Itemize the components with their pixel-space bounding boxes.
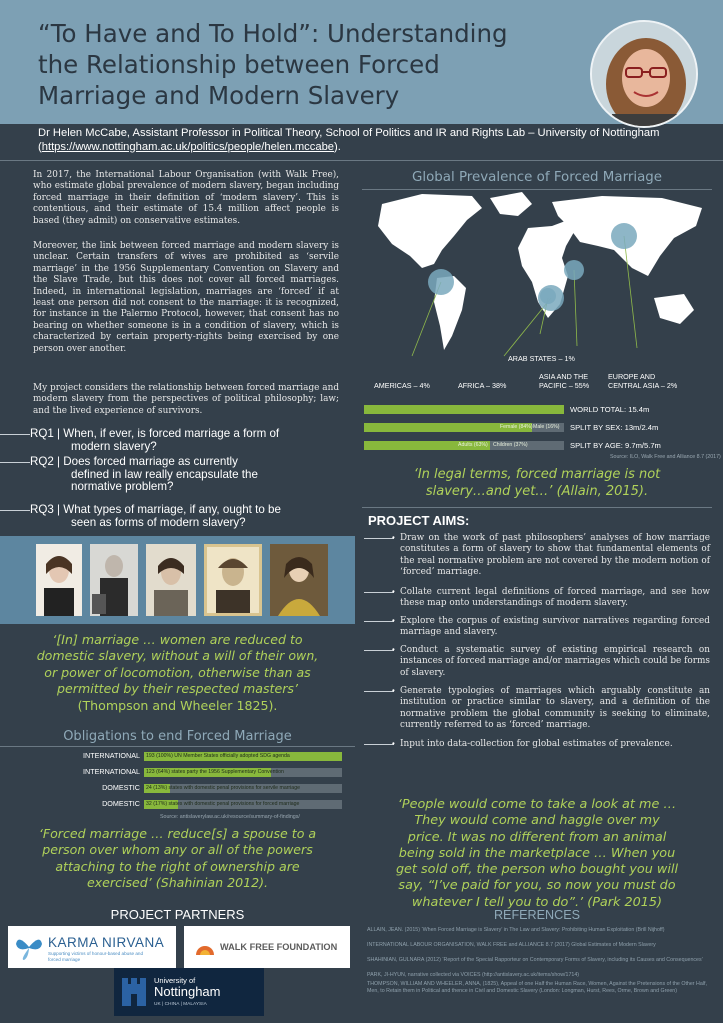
- obligation-bar-track: [144, 752, 342, 761]
- obligation-row: [60, 768, 350, 777]
- divider: [0, 746, 355, 747]
- obligation-row: [60, 784, 350, 793]
- intro-paragraph-1: In 2017, the International Labour Organisation (with Walk Free), who estimate global prevalence of modern slavery, began including forced marriage in their definition of ‘modern slavery’. This is contentious, and their estimate of 15.4 million affect people is based (they admit) on conservative estimates.: [33, 170, 339, 226]
- prevalence-source: Source: ILO, Walk Free and Alliance 8.7 (2017): [610, 454, 721, 460]
- prevalence-heading: Global Prevalence of Forced Marriage: [411, 170, 663, 185]
- project-aim: Conduct a systematic survey of existing empirical research on instances of forced marriage and/or marriages which could be forms of slavery.: [400, 645, 710, 678]
- rq-tick: [0, 510, 30, 511]
- project-aim: Input into data-collection for global estimates of prevalence.: [400, 739, 673, 749]
- quote-allain: ‘In legal terms, forced marriage is not slavery…and yet…’ (Allain, 2015).: [413, 467, 661, 499]
- poster-title: [38, 18, 578, 111]
- region-label-europe-central-asia: EUROPE AND CENTRAL ASIA – 2%: [608, 372, 678, 390]
- obligation-bar-track: [144, 784, 342, 793]
- obligation-row: [60, 800, 350, 809]
- rq-tick: [0, 462, 30, 463]
- author-photo: [590, 20, 698, 128]
- research-question-2: RQ2 | Does forced marriage as currently defined in law really encapsulate the normative problem?: [30, 455, 258, 493]
- obligation-label: DOMESTIC: [102, 783, 140, 792]
- aim-bullet: •: [392, 645, 395, 654]
- research-question-3: RQ3 | What types of marriage, if any, ought to be seen as forms of modern slavery?: [30, 503, 281, 529]
- obligation-bar-text: 193 (100%) UN Member States officially adopted SDG agenda: [146, 753, 290, 759]
- portrait-image: [36, 544, 82, 616]
- portrait-image: [146, 544, 196, 616]
- aim-tick: [364, 538, 394, 539]
- project-aim: Generate typologies of marriages which arguably constitute an institution or practice similar to slavery, and a definition of the normative problem the global community is seeking to eliminate, currently referred to as ‘forced’ marriage.: [400, 686, 710, 730]
- region-label-arab-states: ARAB STATES – 1%: [508, 354, 575, 363]
- obligation-bar-text: 24 (13%) states with domestic penal provisions for servile marriage: [146, 785, 300, 791]
- author-profile-link[interactable]: https://www.nottingham.ac.uk/politics/people/helen.mccabe: [41, 140, 335, 153]
- karma-nirvana-logo: KARMA NIRVANA Supporting victims of honour-based abuse and forced marriage: [8, 926, 176, 968]
- project-aim: Collate current legal definitions of forced marriage, and see how these map onto understandings of modern slavery.: [400, 587, 710, 609]
- research-question-1: RQ1 | When, if ever, is forced marriage a form of modern slavery?: [30, 427, 280, 453]
- split-by-sex-bar: Female (84%) Male (16%) SPLIT BY SEX: 13m/2.4m: [364, 423, 714, 432]
- project-aims-heading: PROJECT AIMS:: [368, 513, 470, 528]
- aim-bullet: •: [392, 686, 395, 695]
- title-line: the Relationship between Forced: [38, 50, 440, 79]
- split-by-age-bar: Adults (63%) Children (37%) SPLIT BY AGE: 9.7m/5.7m: [364, 441, 714, 450]
- aim-bullet: •: [392, 616, 395, 625]
- region-label-asia-pacific: ASIA AND THE PACIFIC – 55%: [539, 372, 590, 390]
- reference-item: PARK, JI-HYUN, narrative collected via VOICES (http://antislavery.ac.uk/items/show/1714): [367, 972, 580, 978]
- quote-shahinian: ‘Forced marriage … reduce[s] a spouse to a person over whom any or all of the powers attaching to the right of ownership are exercised’ (Shahinian 2012).: [38, 826, 317, 891]
- portrait-image: [90, 544, 138, 616]
- obligations-heading: Obligations to end Forced Marriage: [63, 729, 292, 744]
- aim-tick: [364, 592, 394, 593]
- quote-thompson-wheeler: ‘[In] marriage … women are reduced to domestic slavery, without a will of their own, or power of locomotion, otherwise than as permitted by their respected masters’ (Thompson and Wheeler 1825).: [36, 632, 319, 713]
- obligation-label: INTERNATIONAL: [83, 751, 140, 760]
- region-label-africa: AFRICA – 38%: [458, 381, 507, 390]
- walk-free-logo: WALK FREE FOUNDATION: [184, 926, 350, 968]
- world-total-bar: WORLD TOTAL: 15.4m: [364, 405, 714, 414]
- reference-item: ALLAIN, JEAN. (2015) ‘When Forced Marriage is Slavery’ in The Law and Slavery: Prohibiting Human Exploitation (Brill Nijhoff): [367, 927, 665, 933]
- reference-item: INTERNATIONAL LABOUR ORGANISATION, WALK FREE and ALLIANCE 8.7 (2017) Global Estimates of Modern Slavery: [367, 942, 656, 948]
- portrait-image: [270, 544, 328, 616]
- obligation-bar-track: [144, 800, 342, 809]
- historical-portraits: [0, 536, 355, 624]
- project-aim: Explore the corpus of existing survivor narratives regarding forced marriage and slavery.: [400, 616, 710, 638]
- divider: [362, 507, 712, 508]
- project-aim: Draw on the work of past philosophers’ analyses of how marriage constitutes a form of slavery to show that fundamental elements of the real normative problem are not covered by the modern notion of ‘forced’ marriage.: [400, 533, 710, 577]
- obligation-bar-track: [144, 768, 342, 777]
- university-nottingham-logo: University of Nottingham UK | CHINA | MALAYSIA: [114, 968, 264, 1016]
- sun-icon: [194, 935, 216, 957]
- aim-tick: [364, 691, 394, 692]
- intro-paragraph-3: My project considers the relationship between forced marriage and modern slavery from the perspectives of political philosophy; law; and the lived experience of survivors.: [33, 383, 339, 416]
- author-line: Dr Helen McCabe, Assistant Professor in Political Theory, School of Politics and IR and Rights Lab – University of Nottingham (https://www.nottingham.ac.uk/politics/people/helen.mccabe).: [38, 127, 660, 153]
- quote-park: ‘People would come to take a look at me … They would come and haggle over my price. It was no different from an animal being sold in the marketplace … When you get sold off, the person who bought you will say, “I’ve paid for you, so now you must do whatever I tell you to do”.’ (Park 2015): [395, 797, 679, 910]
- obligation-label: DOMESTIC: [102, 799, 140, 808]
- obligation-label: INTERNATIONAL: [83, 767, 140, 776]
- aim-bullet: •: [392, 587, 395, 596]
- aim-tick: [364, 650, 394, 651]
- world-map: [362, 186, 712, 372]
- aim-bullet: •: [392, 533, 395, 542]
- aim-bullet: •: [392, 739, 395, 748]
- butterfly-icon: [14, 932, 44, 962]
- title-line: “To Have and To Hold”: Understanding: [38, 19, 508, 48]
- reference-item: THOMPSON, WILLIAM AND WHEELER, ANNA, (1825), Appeal of one Half the Human Race, Women, Against the Pretensions of the Other Half, Men, to Retain them in Political and thence in Civil and Domestic Slavery (London: Longman, Hurst, Rees, Orme, Brown and Green): [367, 981, 707, 994]
- aim-tick: [364, 621, 394, 622]
- title-line: Marriage and Modern Slavery: [38, 81, 400, 110]
- reference-item: SHAHINIAN, GULNARA (2012) ‘Report of the Special Rapporteur on Contemporary Forms of Slavery, including its Causes and Consequences’: [367, 957, 703, 963]
- divider: [0, 160, 723, 161]
- obligation-row: [60, 752, 350, 761]
- obligations-source: Source: antislaverylaw.ac.uk/resource/summary-of-findings/: [160, 814, 300, 820]
- obligation-bar-text: 123 (64%) states party the 1956 Supplementary Convention: [146, 769, 284, 775]
- obligation-bar-text: 32 (17%) states with domestic penal provisions for forced marriage: [146, 801, 300, 807]
- references-heading: REFERENCES: [493, 908, 581, 922]
- rq-tick: [0, 434, 30, 435]
- aim-tick: [364, 744, 394, 745]
- partners-heading: PROJECT PARTNERS: [110, 907, 245, 922]
- portrait-image: [204, 544, 262, 616]
- castle-icon: [120, 974, 148, 1008]
- region-label-americas: AMERICAS – 4%: [374, 381, 430, 390]
- intro-paragraph-2: Moreover, the link between forced marriage and modern slavery is unclear. Certain transfers of wives are prohibited as ‘servile marriage’ in the 1956 Supplementary Convention on Slavery and the Slave Trade, but this does not cover all forced marriages. Indeed, in international legislation, marriages are ‘forced’ if at least one person did not consent to the marriage: it is recognized, for instance in the Palermo Protocol, however, that consent has no bearing on whether someone is in a condition of slavery, which is characterized by certain property-rights being exercised by one person over another.: [33, 241, 339, 354]
